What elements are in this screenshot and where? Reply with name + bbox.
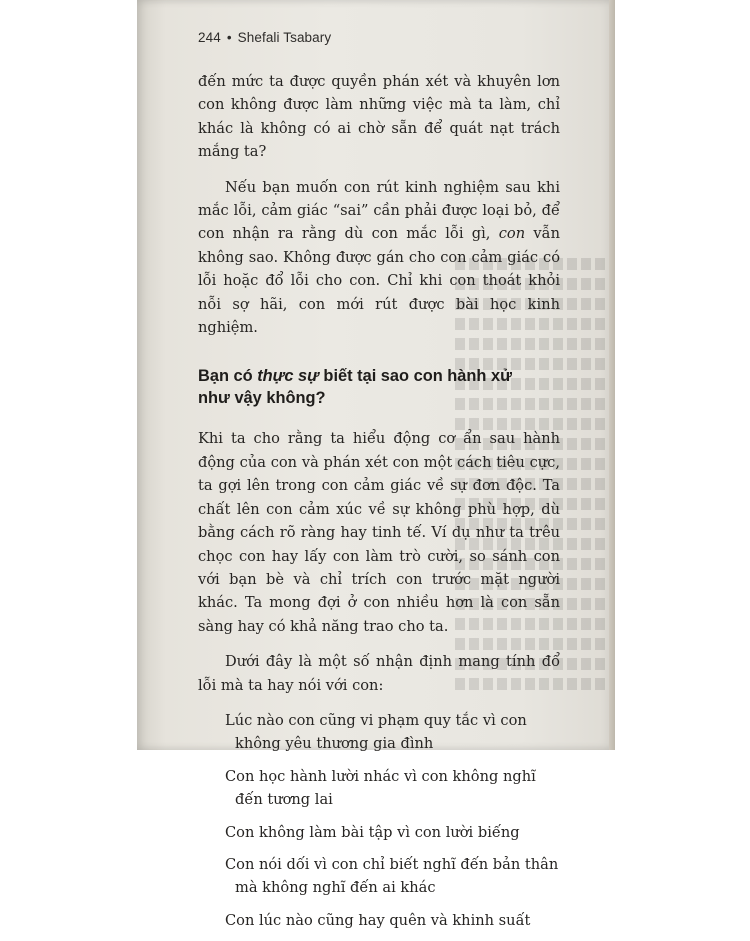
heading-part1: Bạn có xyxy=(198,367,258,386)
heading-italic: thực sự xyxy=(257,367,319,386)
list-item: Con nói dối vì con chỉ biết nghĩ đến bản thân mà không nghĩ đến ai khác xyxy=(225,855,559,897)
paragraph-3: Khi ta cho rằng ta hiểu động cơ ẩn sau hành động của con và phán xét con một cách tiêu cực, ta gợi lên trong con cảm giác về sự đơn độc. Ta chất lên con cảm xúc về sự không phù hợp, dù bằng cách rõ ràng hay tinh tế. Ví dụ như ta trêu chọc con hay lấy con làm trò cười, so sánh con với bạn bè và chỉ trích con trước mặt người khác. Ta mong đợi ở con nhiều hơn là con sẵn sàng hay có khả năng trao cho ta. xyxy=(198,430,560,635)
list-item: Con học hành lười nhác vì con không nghĩ đến tương lai xyxy=(225,767,536,809)
paragraph-4: Dưới đây là một số nhận định mang tính đổ lỗi mà ta hay nói với con: xyxy=(198,653,560,694)
list-item: Con lúc nào cũng hay quên và khinh suất xyxy=(225,911,531,929)
paragraph-2 xyxy=(198,176,560,340)
section-heading xyxy=(198,365,560,409)
heading-line2: như vậy không? xyxy=(198,389,326,408)
paragraph-2-start: Nếu bạn muốn con rút kinh nghiệm sau khi mắc lỗi, cảm giác “sai” cần phải được loại bỏ, để con nhận ra rằng dù con mắc lỗi gì, xyxy=(198,178,560,243)
list-item: Lúc nào con cũng vi phạm quy tắc vì con không yêu thương gia đình xyxy=(225,711,527,753)
book-page xyxy=(137,0,615,929)
blame-statements-list xyxy=(198,709,560,932)
running-head xyxy=(198,30,331,45)
list-item: Con không làm bài tập vì con lười biếng xyxy=(225,823,520,841)
paragraph-1: đến mức ta được quyền phán xét và khuyên lơn con không được làm những việc mà ta làm, chỉ khác là không có ai chờ sẵn để quát nạt trách mắng ta? xyxy=(198,73,560,161)
author-name: Shefali Tsabary xyxy=(237,30,332,45)
page-number: 244 xyxy=(198,30,221,45)
heading-part2: biết tại sao con hành xử xyxy=(318,367,512,386)
page-content xyxy=(198,70,560,941)
paragraph-2-italic: con xyxy=(498,225,526,243)
page-edge xyxy=(609,0,615,750)
paragraph-2-end: vẫn không sao. Không được gán cho con cảm giác có lỗi hoặc đổ lỗi cho con. Chỉ khi con thoát khỏi nỗi sợ hãi, con mới rút được bài học kinh nghiệm. xyxy=(198,225,560,337)
header-separator: • xyxy=(226,30,232,45)
